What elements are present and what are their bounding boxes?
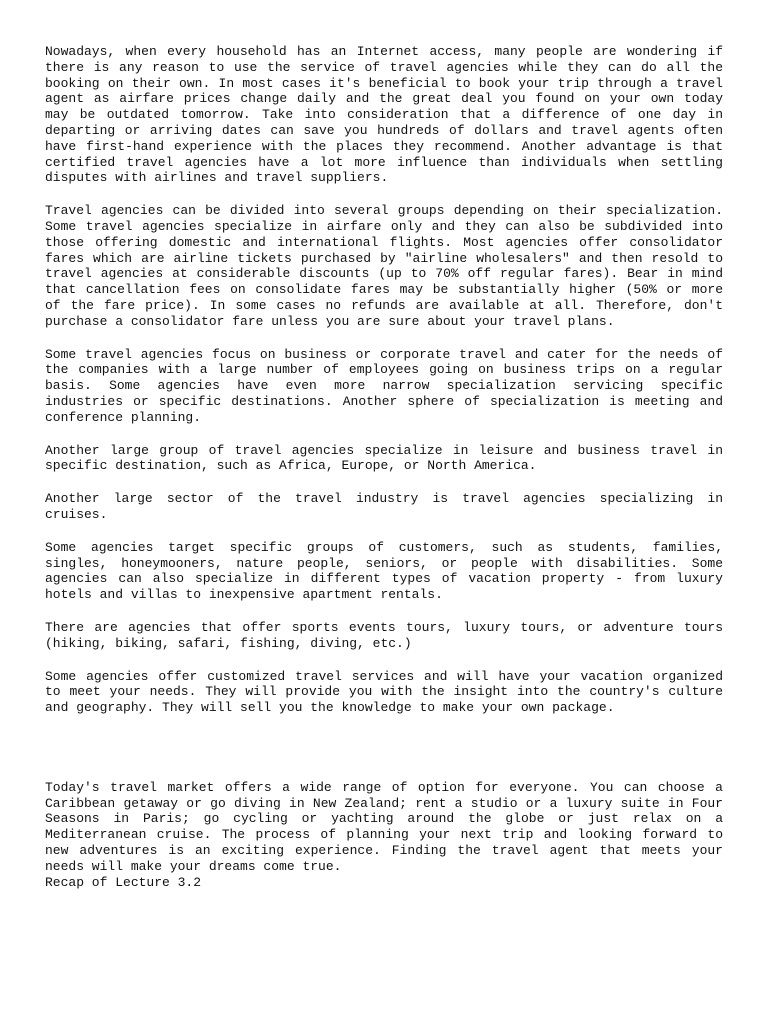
document-page	[45, 44, 723, 890]
paragraph-business-travel: Some travel agencies focus on business or corporate travel and cater for the needs of the companies with a large number of employees going on business trips on a regular basis. Some agencies have even more narrow specialization servicing specific industries or specific destinations. Another sphere of specialization is meeting and conference planning.	[45, 346, 723, 425]
paragraph-booking-advantages: Nowadays, when every household has an Internet access, many people are wondering if there is any reason to use the service of travel agencies while they can do all the booking on their own. In most cases it's beneficial to book your trip through a travel agent as airfare prices change daily and the great deal you found on your own today may be outdated tomorrow. Take into consideration that a difference of one day in departing or arriving dates can save you hundreds of dollars and travel agents often have first-hand experience with the places they recommend. Another advantage is that certified travel agencies have a lot more influence than individuals when settling disputes with airlines and travel suppliers.	[45, 44, 723, 186]
recap-label: Recap of Lecture 3.2	[45, 874, 202, 890]
paragraph-agency-groups: Travel agencies can be divided into several groups depending on their specialization. Some travel agencies specialize in airfare only and they can also be subdivided into those offering domestic and international flights. Most agencies offer consolidator fares which are airline tickets purchased by "airline wholesalers" and then resold to travel agencies at considerable discounts (up to 70% off regular fares). Bear in mind that cancellation fees on consolidate fares may be substantially higher (50% or more of the fare price). In some cases no refunds are available at all. Therefore, don't purchase a consolidator fare unless you are sure about your travel plans.	[45, 203, 723, 329]
paragraph-customer-groups: Some agencies target specific groups of customers, such as students, families, singles, honeymooners, nature people, seniors, or people with disabilities. Some agencies can also specialize in different types of vacation property - from luxury hotels and villas to inexpensive apartment rentals.	[45, 539, 723, 603]
paragraph-specialty-tours: There are agencies that offer sports events tours, luxury tours, or adventure tours (hiking, biking, safari, fishing, diving, etc.)	[45, 619, 723, 651]
paragraph-cruises: Another large sector of the travel industry is travel agencies specializing in cruises.	[45, 491, 723, 522]
paragraph-customized-services: Some agencies offer customized travel services and will have your vacation organized to meet your needs. They will provide you with the insight into the country's culture and geography. They will sell you the knowledge to make your own package.	[45, 668, 723, 716]
paragraph-travel-market: Today's travel market offers a wide range of option for everyone. You can choose a Caribbean getaway or go diving in New Zealand; rent a studio or a luxury suite in Four Seasons in Paris; go cycling or yachting around the globe or just relax on a Mediterranean cruise. The process of planning your next trip and looking forward to new adventures is an exciting experience. Finding the travel agent that meets your needs will make your dreams come true.	[45, 779, 723, 874]
paragraph-leisure-travel: Another large group of travel agencies specialize in leisure and business travel in specific destination, such as Africa, Europe, or North America.	[45, 442, 723, 474]
